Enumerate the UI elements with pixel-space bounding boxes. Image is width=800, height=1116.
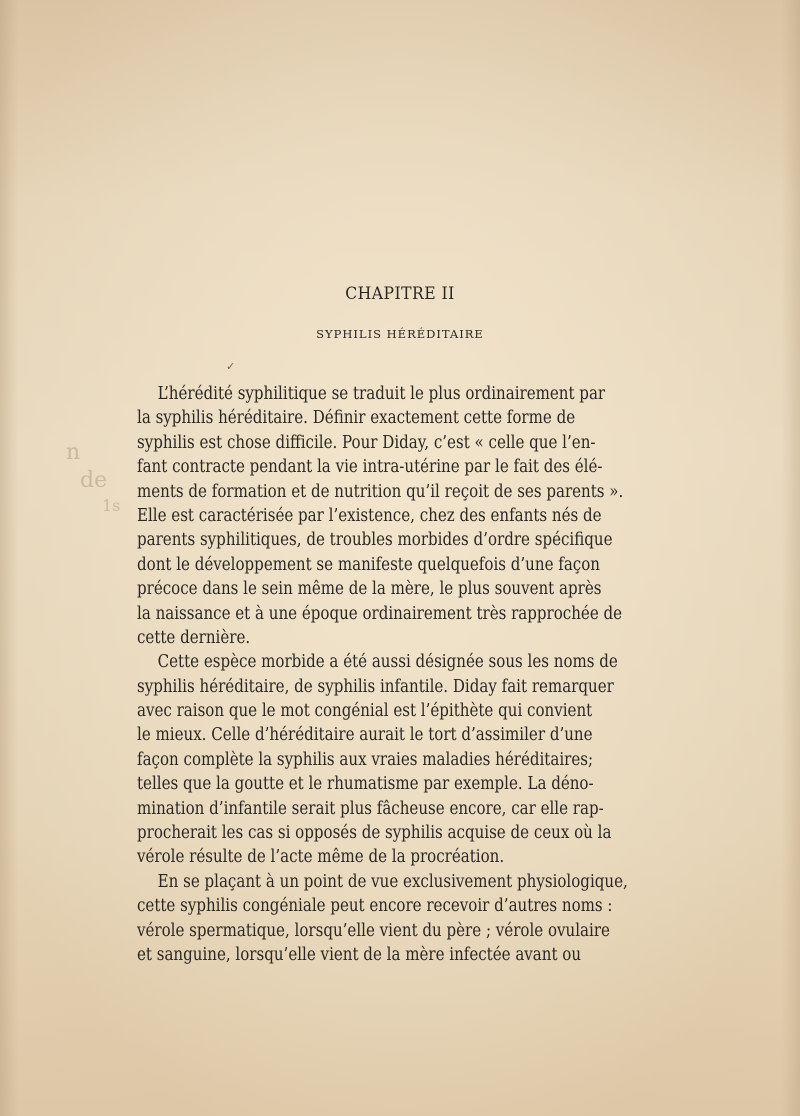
text-line: syphilis héréditaire, de syphilis infantile. Diday fait remarquer	[137, 676, 614, 697]
text-line: En se plaçant à un point de vue exclusivement physiologique,	[157, 871, 628, 892]
text-line: parents syphilitiques, de troubles morbides d’ordre spécifique	[137, 530, 613, 551]
text-line: avec raison que le mot congénial est l’épithète qui convient	[137, 701, 593, 722]
text-line: cette dernière.	[137, 627, 251, 648]
pencil-check-mark: ✓	[226, 360, 236, 373]
text-line: L’hérédité syphilitique se traduit le plus ordinairement par	[157, 384, 606, 404]
body-text	[137, 382, 628, 967]
text-line: dont le développement se manifeste quelquefois d’une façon	[137, 554, 600, 575]
chapter-subtitle: SYPHILIS HÉRÉDITAIRE	[316, 327, 484, 341]
chapter-title: CHAPITRE II	[345, 284, 455, 304]
text-line: syphilis est chose difficile. Pour Diday, c’est « celle que l’en-	[137, 432, 596, 453]
text-line: procherait les cas si opposés de syphilis acquise de ceux où la	[137, 823, 612, 844]
text-line: le mieux. Celle d’héréditaire aurait le tort d’assimiler d’une	[137, 725, 593, 746]
text-line: Elle est caractérisée par l’existence, chez des enfants nés de	[137, 505, 602, 526]
text-line: vérole spermatique, lorsqu’elle vient du père ; vérole ovulaire	[137, 920, 610, 941]
text-line: cette syphilis congéniale peut encore recevoir d’autres noms :	[137, 896, 613, 917]
page-edge-shadow-left	[0, 0, 18, 1116]
text-line: mination d’infantile serait plus fâcheuse encore, car elle rap-	[137, 798, 604, 819]
bleed-through-mark: de	[80, 468, 108, 493]
text-line: Cette espèce morbide a été aussi désignée sous les noms de	[157, 652, 618, 673]
page-edge-shadow-right	[782, 0, 800, 1116]
text-line: vérole résulte de l’acte même de la procréation.	[137, 847, 505, 868]
bleed-through-mark: n	[66, 440, 81, 465]
text-line: telles que la goutte et le rhumatisme par exemple. La déno-	[137, 774, 594, 795]
text-line: et sanguine, lorsqu’elle vient de la mère infectée avant ou	[137, 944, 582, 965]
text-line: la naissance et à une époque ordinairement très rapprochée de	[137, 603, 623, 624]
text-line: fant contracte pendant la vie intra-utérine par le fait des élé-	[137, 457, 603, 478]
text-line: précoce dans le sein même de la mère, le plus souvent après	[137, 579, 602, 600]
text-line: la syphilis héréditaire. Définir exactement cette forme de	[137, 408, 576, 429]
bleed-through-mark: 1s	[102, 496, 121, 515]
text-line: ments de formation et de nutrition qu’il reçoit de ses parents ».	[137, 481, 624, 502]
text-line: façon complète la syphilis aux vraies maladies héréditaires;	[137, 749, 594, 770]
